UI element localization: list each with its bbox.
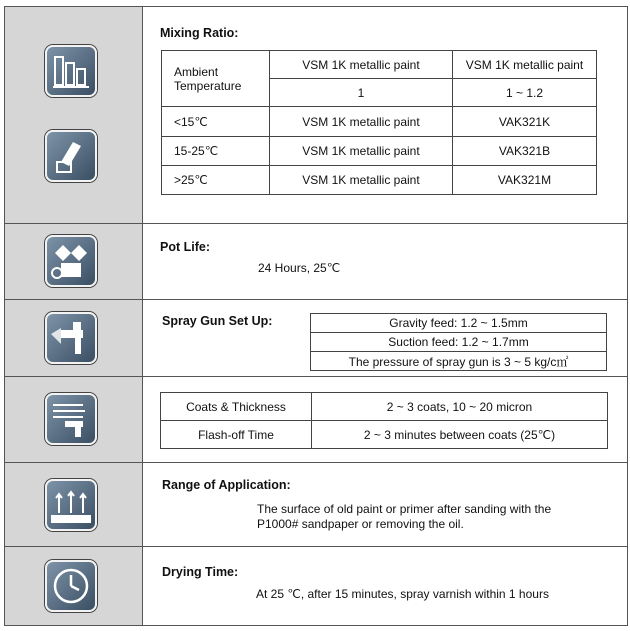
paint-ratio: 1 (270, 79, 453, 107)
hardener-ratio: 1 ~ 1.2 (453, 79, 597, 107)
drying-title: Drying Time: (162, 565, 239, 579)
pot-life-icon (45, 235, 97, 287)
coats-spray-icon (45, 393, 97, 445)
application-line-1: The surface of old paint or primer after sanding with the (257, 502, 552, 516)
icon-column (5, 300, 143, 376)
paint-mixing-icon (45, 130, 97, 182)
clock-icon (45, 560, 97, 612)
application-content (143, 463, 627, 546)
spray-pressure: The pressure of spray gun is 3 ~ 5 kg/c㎡ (311, 352, 607, 371)
icon-column (5, 377, 143, 462)
table-row: 15-25℃ VSM 1K metallic paint VAK321B (162, 137, 597, 166)
coats-table (160, 392, 608, 449)
mixing-ratio-title: Mixing Ratio: (160, 26, 239, 40)
application-title: Range of Application: (162, 478, 291, 492)
icon-column (5, 463, 143, 546)
application-line-2: P1000# sandpaper or removing the oil. (257, 517, 464, 531)
mixing-cans-icon (45, 45, 97, 97)
spray-gun-section (5, 300, 627, 377)
spray-gun-content (143, 300, 627, 376)
spray-gun-title: Spray Gun Set Up: (162, 314, 273, 328)
application-section (5, 463, 627, 547)
spray-gun-table (310, 313, 607, 371)
icon-column (5, 7, 143, 223)
drying-section (5, 547, 627, 625)
icon-column (5, 224, 143, 299)
hardener-column-header: VSM 1K metallic paint (453, 51, 597, 79)
coats-content (143, 377, 627, 462)
coats-label: Coats & Thickness (161, 393, 312, 421)
pot-life-value: 24 Hours, 25℃ (258, 261, 341, 275)
table-row (161, 421, 608, 449)
flash-off-label: Flash-off Time (161, 421, 312, 449)
gravity-feed: Gravity feed: 1.2 ~ 1.5mm (311, 314, 607, 333)
pot-life-title: Pot Life: (160, 240, 210, 254)
mixing-ratio-section (5, 7, 627, 224)
paint-column-header: VSM 1K metallic paint (270, 51, 453, 79)
spray-gun-icon (45, 312, 97, 364)
flash-off-value: 2 ~ 3 minutes between coats (25℃) (312, 421, 608, 449)
tds-sheet (4, 6, 628, 626)
coats-value: 2 ~ 3 coats, 10 ~ 20 micron (312, 393, 608, 421)
drying-content (143, 547, 627, 625)
pot-life-content (143, 224, 627, 299)
suction-feed: Suction feed: 1.2 ~ 1.7mm (311, 333, 607, 352)
surface-application-icon (45, 479, 97, 531)
ambient-temperature-header: Ambient Temperature (162, 51, 270, 107)
table-row: <15℃ VSM 1K metallic paint VAK321K (162, 107, 597, 137)
table-row: >25℃ VSM 1K metallic paint VAK321M (162, 166, 597, 195)
mixing-ratio-content (143, 7, 627, 223)
drying-value: At 25 ℃, after 15 minutes, spray varnish within 1 hours (256, 587, 549, 601)
icon-column (5, 547, 143, 625)
mixing-ratio-table (161, 50, 597, 195)
table-row (161, 393, 608, 421)
pot-life-section (5, 224, 627, 300)
coats-section (5, 377, 627, 463)
